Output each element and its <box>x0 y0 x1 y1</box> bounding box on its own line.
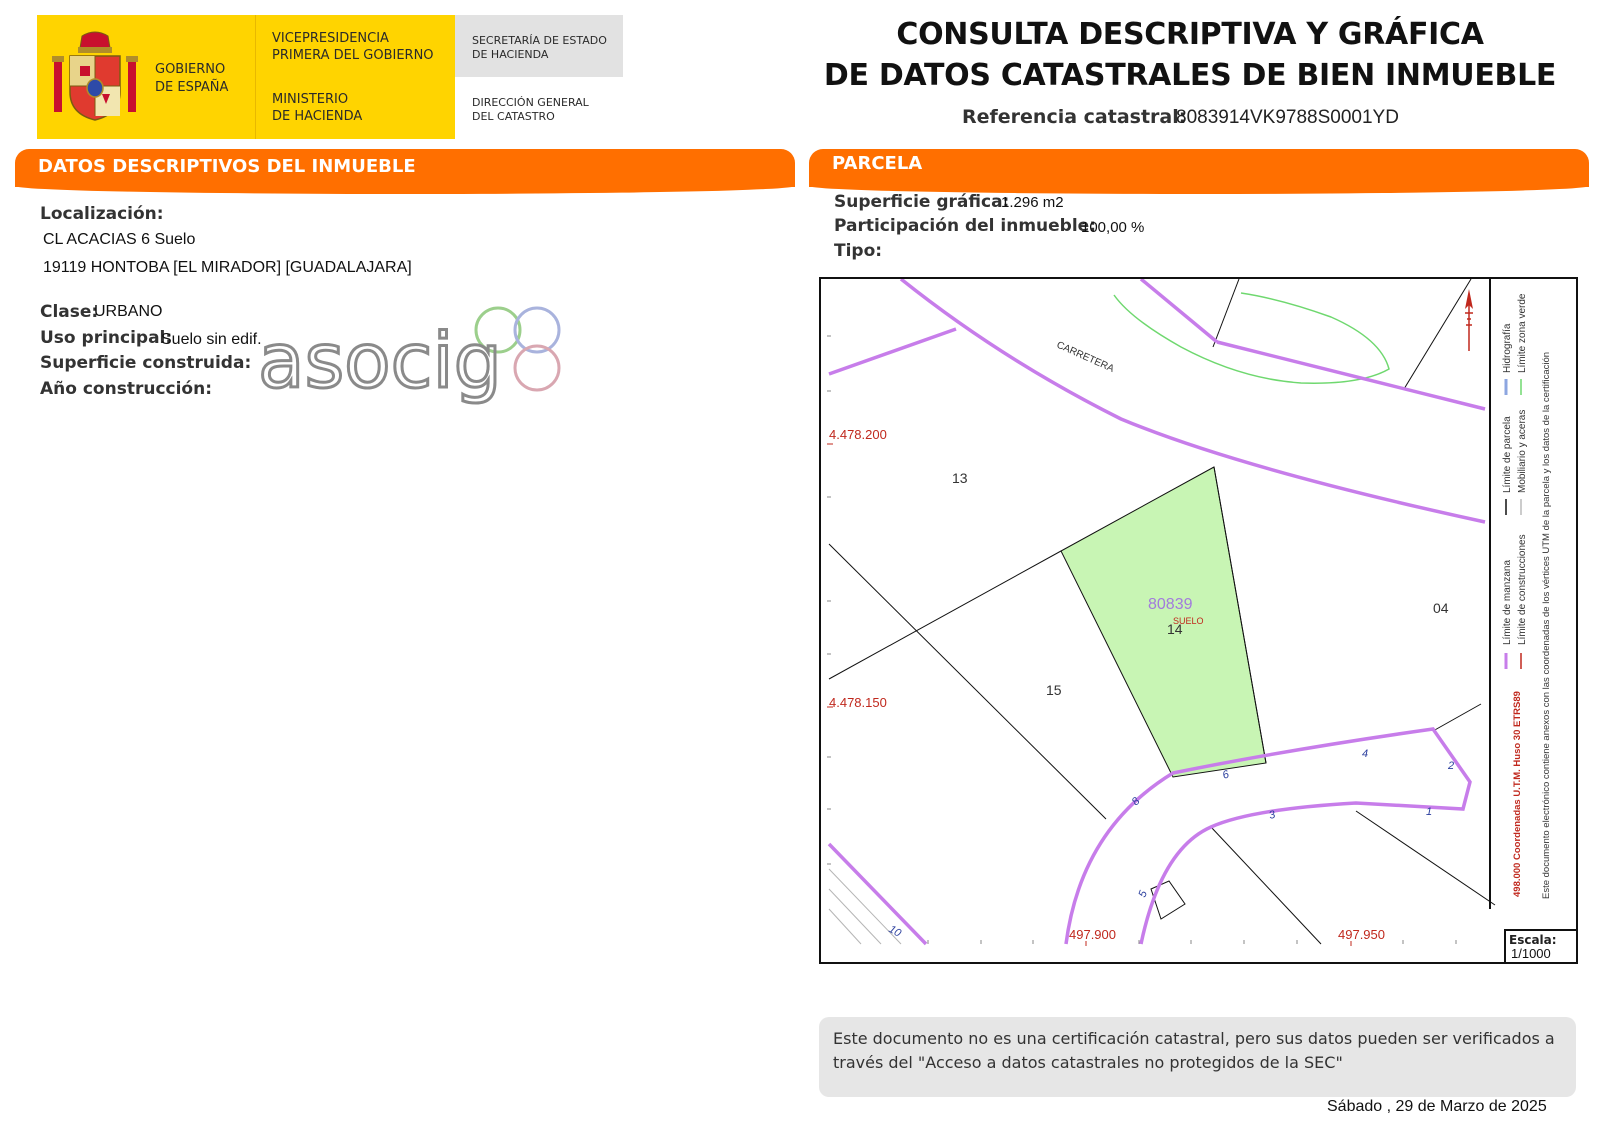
legend-mobiliario: Mobiliario y aceras <box>1517 409 1528 493</box>
north-arrow-icon <box>1465 289 1473 351</box>
parcel-13-label: 13 <box>952 470 968 486</box>
address-line-2: 19119 HONTOBA [EL MIRADOR] [GUADALAJARA] <box>43 259 412 276</box>
uso-principal-label: Uso principal: <box>40 328 173 348</box>
parcel-suelo-label: SUELO <box>1173 616 1204 626</box>
verification-notice <box>819 1017 1576 1097</box>
legend-note: Este documento electrónico contiene anexos con las coordenadas de los vértices UTM de la parcela y los datos de la certificación <box>1541 351 1552 899</box>
road-label: CARRETERA <box>1054 339 1116 375</box>
referencia-label: Referencia catastral: <box>962 106 1187 128</box>
participacion-label: Participación del inmueble: <box>834 216 1097 236</box>
parcel-14-label: 14 <box>1167 621 1183 637</box>
clase-label: Clase: <box>40 302 99 322</box>
legend-coordinates: 498.000 Coordenadas U.T.M. Huso 30 ETRS89 <box>1512 691 1523 897</box>
scale-box <box>1504 929 1578 964</box>
house-number-1: 1 <box>1426 806 1433 818</box>
green-zone-boundary <box>1114 293 1389 383</box>
localizacion-label: Localización: <box>40 204 164 224</box>
house-number-5: 5 <box>1136 889 1150 900</box>
house-number-2: 2 <box>1448 760 1455 772</box>
legend-construcciones: Límite de construcciones <box>1517 534 1528 645</box>
house-number-3: 3 <box>1267 808 1277 822</box>
parcel-15-label: 15 <box>1046 682 1062 698</box>
address-line-1: CL ACACIAS 6 Suelo <box>43 231 196 248</box>
scale-value: 1/1000 <box>1511 946 1551 961</box>
gobierno-line-2: DE ESPAÑA <box>155 80 229 95</box>
clase-value: URBANO <box>94 303 163 320</box>
coord-y-4478200: 4.478.200 <box>829 427 887 442</box>
house-number-4: 4 <box>1362 748 1369 760</box>
ministerio-line-2: DE HACIENDA <box>272 109 363 124</box>
page-title-line-1: CONSULTA DESCRIPTIVA Y GRÁFICA <box>896 17 1484 52</box>
cadastral-map[interactable] <box>819 277 1578 964</box>
descriptive-bar-curve <box>15 186 795 194</box>
house-number-8: 8 <box>1129 795 1143 809</box>
superficie-construida-label: Superficie construida: <box>40 353 252 373</box>
coord-x-497900: 497.900 <box>1069 927 1116 942</box>
participacion-value: 100,00 % <box>1081 219 1145 236</box>
parcela-section-heading: PARCELA <box>832 153 923 174</box>
scale-label: Escala: <box>1509 933 1557 947</box>
tipo-label: Tipo: <box>834 241 883 261</box>
logo-divider <box>255 15 256 139</box>
parcel-14-shape[interactable] <box>1061 467 1266 777</box>
superficie-grafica-value: 1.296 m2 <box>1001 194 1064 211</box>
legend-hidrografia: Hidrografía <box>1502 323 1513 373</box>
notice-text: Este documento no es una certificación catastral, pero sus datos pueden ser verificados a través del "Acceso a datos catastrales no protegidos de la SEC" <box>833 1029 1555 1072</box>
legend-parcela: Límite de parcela <box>1502 416 1513 493</box>
direccion-line-1: DIRECCIÓN GENERAL <box>472 96 589 109</box>
document-date: Sábado , 29 de Marzo de 2025 <box>1327 1098 1547 1115</box>
parcela-section-bar <box>809 149 1589 187</box>
coord-y-4478150: 4.478.150 <box>829 695 887 710</box>
referencia-value: 8083914VK9788S0001YD <box>1176 107 1399 128</box>
superficie-grafica-label: Superficie gráfica: <box>834 192 1010 212</box>
uso-principal-value: Suelo sin edif. <box>161 331 262 348</box>
watermark-text: asocig <box>258 316 502 405</box>
vicepresidencia-line-1: VICEPRESIDENCIA <box>272 31 389 46</box>
descriptive-section-heading: DATOS DESCRIPTIVOS DEL INMUEBLE <box>38 156 416 177</box>
parcel-ref-label: 80839 <box>1148 596 1193 613</box>
secretaria-line-1: SECRETARÍA DE ESTADO <box>472 34 607 47</box>
legend-manzana: Límite de manzana <box>1502 559 1513 645</box>
gobierno-line-1: GOBIERNO <box>155 62 226 77</box>
vicepresidencia-line-2: PRIMERA DEL GOBIERNO <box>272 48 434 63</box>
ministerio-line-1: MINISTERIO <box>272 92 349 107</box>
direccion-line-2: DEL CATASTRO <box>472 110 555 123</box>
house-number-10: 10 <box>886 923 904 940</box>
legend-zona-verde: Límite zona verde <box>1517 293 1528 373</box>
asocig-watermark-logo <box>258 305 568 417</box>
coord-x-497950: 497.950 <box>1338 927 1385 942</box>
page-title-line-2: DE DATOS CATASTRALES DE BIEN INMUEBLE <box>823 58 1557 93</box>
house-number-6: 6 <box>1220 768 1231 782</box>
secretaria-line-2: DE HACIENDA <box>472 48 549 61</box>
coat-of-arms-icon <box>52 30 138 122</box>
anio-construccion-label: Año construcción: <box>40 379 213 399</box>
parcel-04-label: 04 <box>1433 600 1449 616</box>
